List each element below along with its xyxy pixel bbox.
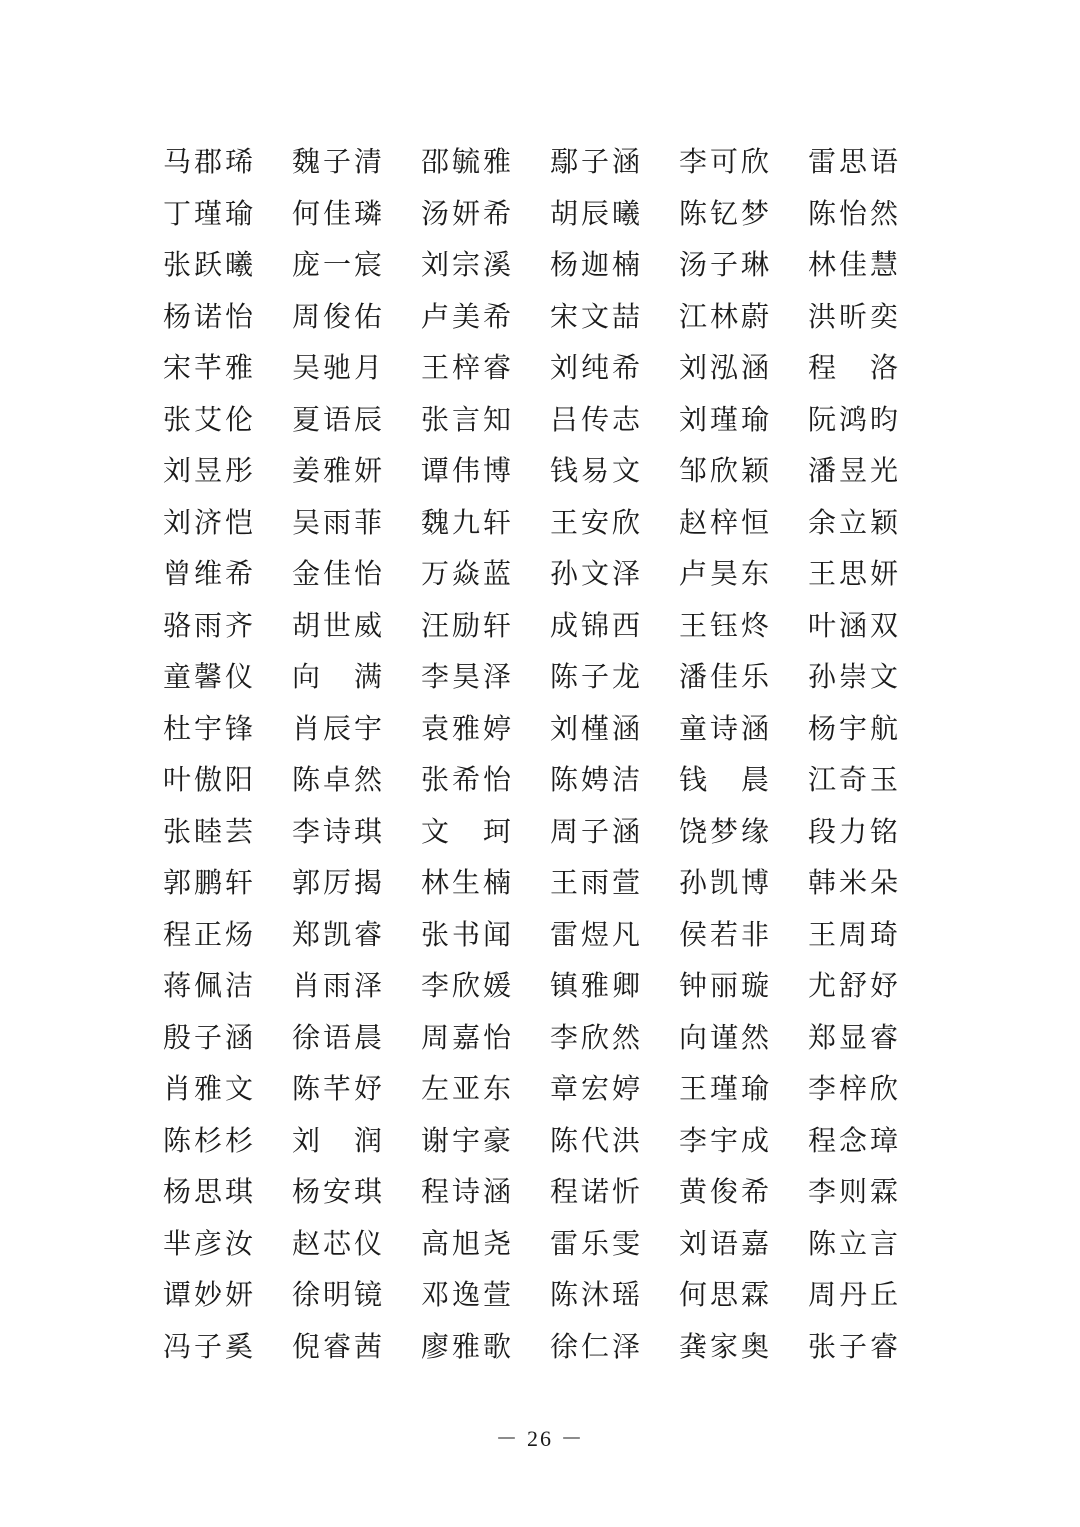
name-entry: 程 洛 [808,351,902,384]
name-entry: 周子涵 [550,814,644,848]
name-entry: 钟丽璇 [679,969,773,1002]
name-entry: 卢昊东 [679,557,773,590]
name-entry: 李可欣 [679,145,773,178]
name-entry: 肖雨泽 [292,969,386,1002]
name-entry: 江奇玉 [808,763,902,796]
name-entry: 郭厉揭 [292,866,386,899]
name-entry: 吴雨菲 [292,505,386,539]
name-entry: 李则霖 [808,1175,902,1208]
name-entry: 姜雅妍 [292,454,386,487]
name-entry: 李昊泽 [421,660,515,693]
name-entry: 潘昱光 [808,454,902,487]
name-entry: 徐明镜 [292,1278,386,1311]
name-entry: 李梓欣 [808,1072,902,1105]
name-entry: 李欣然 [550,1020,644,1054]
name-entry: 杨诺怡 [163,299,257,333]
name-entry: 张艾伦 [163,402,257,436]
name-entry: 邹欣颖 [679,454,773,487]
name-entry: 袁雅婷 [421,711,515,745]
name-entry: 刘纯希 [550,351,644,384]
name-entry: 向谨然 [679,1020,773,1054]
name-entry: 潘佳乐 [679,660,773,693]
name-entry: 江林蔚 [679,299,773,333]
name-entry: 陈沐瑶 [550,1278,644,1311]
name-entry: 陈娉洁 [550,763,644,796]
name-entry: 王梓睿 [421,351,515,384]
name-entry: 杨迦楠 [550,248,644,281]
name-entry: 李宇成 [679,1123,773,1157]
name-entry: 谭伟博 [421,454,515,487]
name-entry: 周俊佑 [292,299,386,333]
name-entry: 张言知 [421,402,515,436]
name-entry: 夏语辰 [292,402,386,436]
name-entry: 杜宇锋 [163,711,257,745]
name-entry: 林佳慧 [808,248,902,281]
name-entry: 王钰炵 [679,608,773,642]
name-entry: 宋芊雅 [163,351,257,384]
name-entry: 王安欣 [550,505,644,539]
name-entry: 周丹丘 [808,1278,902,1311]
name-entry: 段力铭 [808,814,902,848]
name-entry: 谭妙妍 [163,1278,257,1311]
name-entry: 高旭尧 [421,1226,515,1260]
name-entry: 刘槿涵 [550,711,644,745]
name-entry: 叶涵双 [808,608,902,642]
name-entry: 万焱蓝 [421,557,515,590]
name-entry: 李诗琪 [292,814,386,848]
name-entry: 谢宇豪 [421,1123,515,1157]
name-entry: 张书闻 [421,917,515,951]
name-entry: 马郡琋 [163,145,257,178]
name-entry: 刘宗溪 [421,248,515,281]
name-entry: 陈代洪 [550,1123,644,1157]
name-entry: 韩米朵 [808,866,902,899]
name-entry: 陈芊妤 [292,1072,386,1105]
name-entry: 程诗涵 [421,1175,515,1208]
name-entry: 胡辰曦 [550,196,644,230]
name-entry: 孙文泽 [550,557,644,590]
name-entry: 左亚东 [421,1072,515,1105]
name-entry: 刘瑾瑜 [679,402,773,436]
name-entry: 阮鸿昀 [808,402,902,436]
name-entry: 蒋佩洁 [163,969,257,1002]
name-entry: 周嘉怡 [421,1020,515,1054]
name-entry: 邓逸萱 [421,1278,515,1311]
name-entry: 王雨萱 [550,866,644,899]
name-entry: 骆雨齐 [163,608,257,642]
name-entry: 张跃曦 [163,248,257,281]
name-entry: 文 珂 [421,814,515,848]
name-entry: 倪睿茜 [292,1329,386,1363]
name-entry: 刘语嘉 [679,1226,773,1260]
name-entry: 镇雅卿 [550,969,644,1002]
name-entry: 吕传志 [550,402,644,436]
name-entry: 余立颖 [808,505,902,539]
name-entry: 童馨仪 [163,660,257,693]
name-entry: 陈卓然 [292,763,386,796]
name-entry: 廖雅歌 [421,1329,515,1363]
name-entry: 成锦西 [550,608,644,642]
name-entry: 魏九轩 [421,505,515,539]
name-entry: 程诺忻 [550,1175,644,1208]
name-entry: 叶傲阳 [163,763,257,796]
name-entry: 尤舒妤 [808,969,902,1002]
name-entry: 杨宇航 [808,711,902,745]
name-entry: 向 满 [292,660,386,693]
name-entry: 黄俊希 [679,1175,773,1208]
name-entry: 钱 晨 [679,763,773,796]
name-entry: 郑凯睿 [292,917,386,951]
name-entry: 钱易文 [550,454,644,487]
name-entry: 卢美希 [421,299,515,333]
name-entry: 童诗涵 [679,711,773,745]
name-entry: 汤子琳 [679,248,773,281]
name-entry: 汪励轩 [421,608,515,642]
name-entry: 郑显睿 [808,1020,902,1054]
name-entry: 肖辰宇 [292,711,386,745]
page-number: － 26 － [495,1426,585,1451]
name-entry: 程正炀 [163,917,257,951]
name-entry: 张子睿 [808,1329,902,1363]
name-entry: 郭鹏轩 [163,866,257,899]
name-entry: 冯子奚 [163,1329,257,1363]
name-entry: 雷煜凡 [550,917,644,951]
name-entry: 饶梦缘 [679,814,773,848]
name-entry: 张希怡 [421,763,515,796]
name-entry: 雷思语 [808,145,902,178]
name-entry: 洪昕奕 [808,299,902,333]
name-entry: 芈彦汝 [163,1226,257,1260]
name-entry: 胡世威 [292,608,386,642]
name-entry: 邵毓雅 [421,145,515,178]
name-entry: 孙凯博 [679,866,773,899]
name-entry: 陈子龙 [550,660,644,693]
name-entry: 赵芯仪 [292,1226,386,1260]
name-entry: 李欣媛 [421,969,515,1002]
name-entry: 张睦芸 [163,814,257,848]
name-entry: 刘济恺 [163,505,257,539]
name-entry: 何思霖 [679,1278,773,1311]
name-entry: 何佳璘 [292,196,386,230]
name-entry: 雷乐雯 [550,1226,644,1260]
name-entry: 刘昱彤 [163,454,257,487]
name-entry: 汤妍希 [421,196,515,230]
name-entry: 鄢子涵 [550,145,644,178]
name-entry: 陈立言 [808,1226,902,1260]
name-entry: 殷子涵 [163,1020,257,1054]
name-entry: 王思妍 [808,557,902,590]
name-entry: 杨思琪 [163,1175,257,1208]
name-list-grid [163,136,943,1372]
name-entry: 吴驰月 [292,351,386,384]
name-entry: 庞一宸 [292,248,386,281]
name-entry: 陈杉杉 [163,1123,257,1157]
name-entry: 章宏婷 [550,1072,644,1105]
name-entry: 程念璋 [808,1123,902,1157]
name-entry: 刘 润 [292,1123,386,1157]
name-entry: 魏子清 [292,145,386,178]
name-entry: 丁瑾瑜 [163,196,257,230]
name-entry: 龚家奥 [679,1329,773,1363]
name-entry: 陈钇梦 [679,196,773,230]
name-entry: 曾维希 [163,557,257,590]
name-entry: 王周琦 [808,917,902,951]
name-entry: 杨安琪 [292,1175,386,1208]
name-entry: 侯若非 [679,917,773,951]
name-entry: 刘泓涵 [679,351,773,384]
name-entry: 孙崇文 [808,660,902,693]
name-entry: 王瑾瑜 [679,1072,773,1105]
name-entry: 金佳怡 [292,557,386,590]
name-entry: 赵梓恒 [679,505,773,539]
name-entry: 宋文喆 [550,299,644,333]
name-entry: 徐仁泽 [550,1329,644,1363]
name-entry: 陈怡然 [808,196,902,230]
name-entry: 肖雅文 [163,1072,257,1105]
name-entry: 林生楠 [421,866,515,899]
name-entry: 徐语晨 [292,1020,386,1054]
